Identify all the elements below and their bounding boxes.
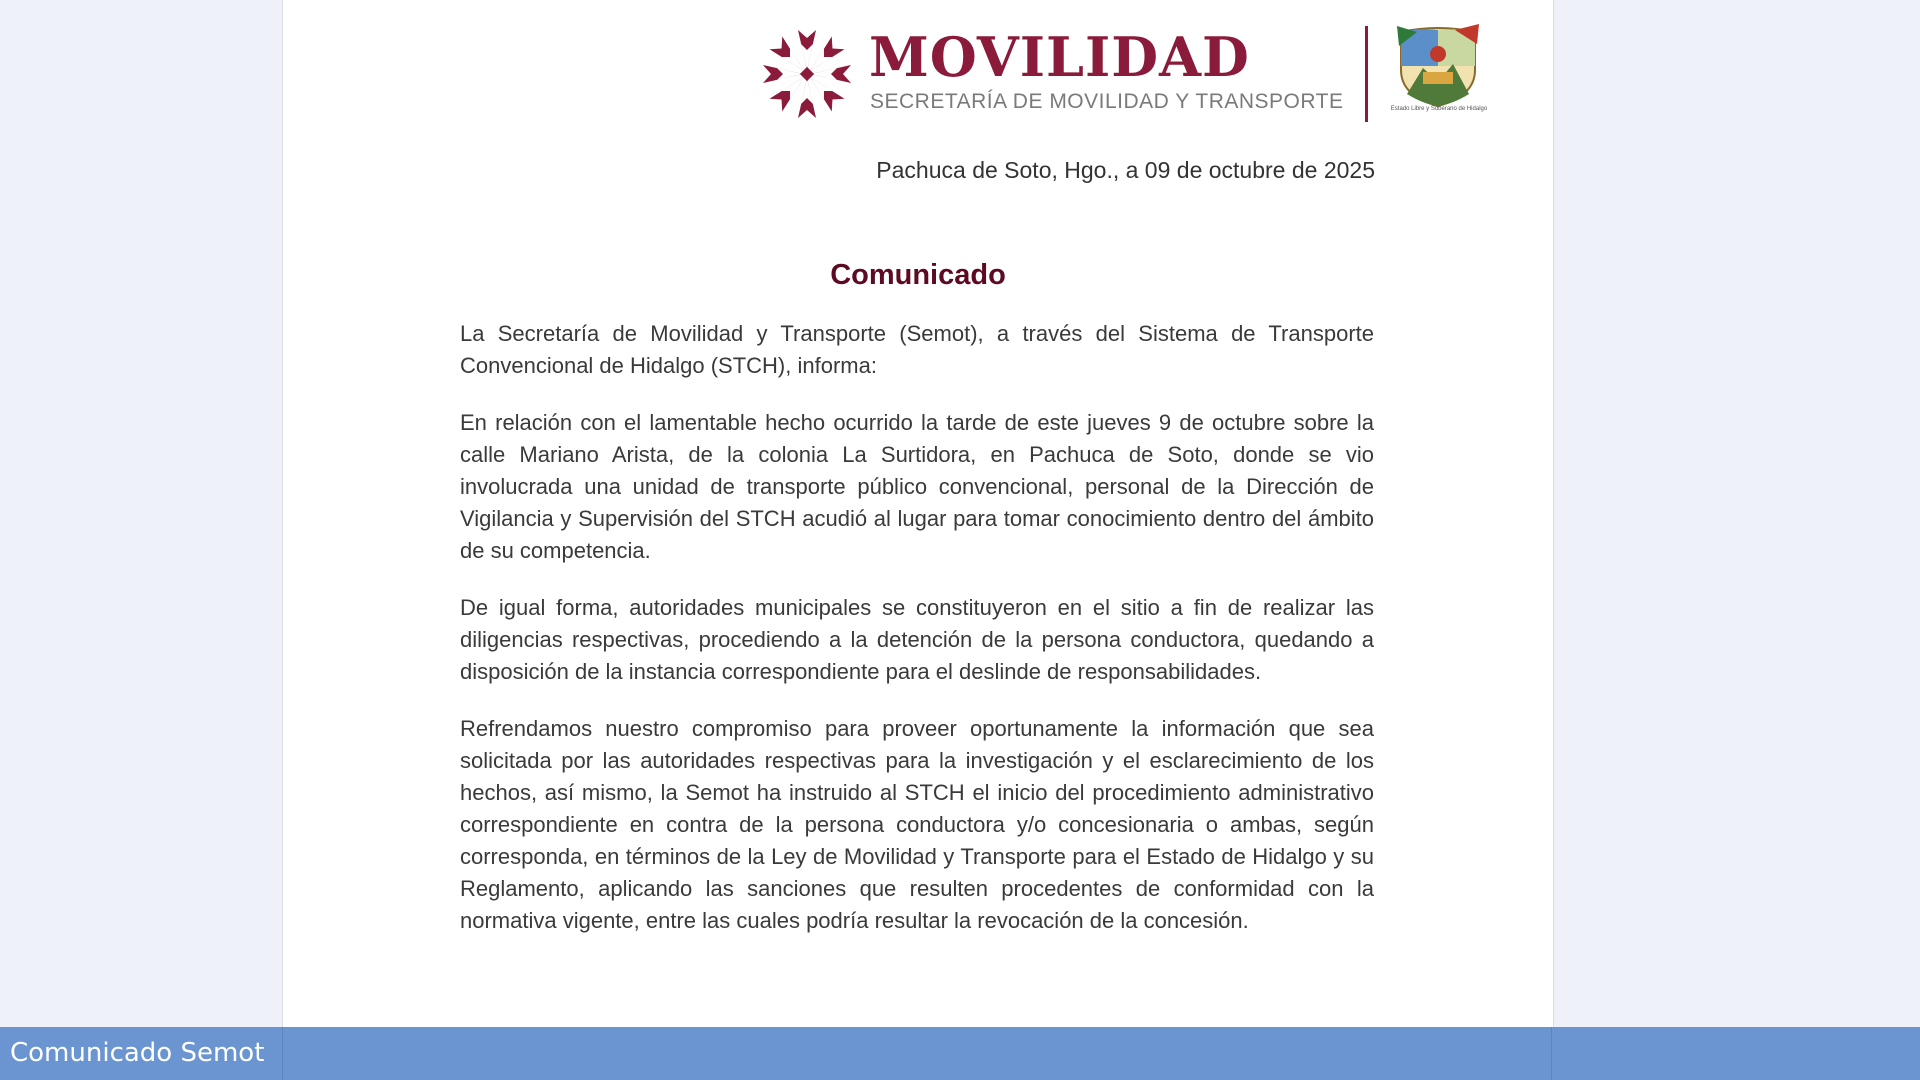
paragraph: La Secretaría de Movilidad y Transporte (Semot), a través del Sistema de Transporte Convencional de Hidalgo (STCH), informa: [460, 321, 1374, 378]
document-title: Comunicado [830, 259, 1006, 291]
caption-text: Comunicado Semot [10, 1038, 265, 1068]
caption-divider [282, 1027, 1552, 1080]
header-divider [1365, 26, 1368, 122]
seal-caption: Estado Libre y Soberano de Hidalgo [1390, 106, 1488, 112]
document-page [282, 0, 1554, 1027]
paragraph: Refrendamos nuestro compromiso para proveer oportunamente la información que sea solicitada por las autoridades respectivas para la investigación y el esclarecimiento de los hechos, así mismo, la Semot ha instruido al STCH el inicio del procedimiento administrativo correspondiente en contra de la persona conductora y/o concesionaria o ambas, según corresponda, en términos de la Ley de Movilidad y Transporte para el Estado de Hidalgo y su Reglamento, aplicando las sanciones que resulten procedentes de conformidad con la normativa vigente, entre las cuales podría resultar la revocación de la concesión. [460, 716, 1374, 933]
document-body [460, 318, 1374, 962]
caption-bar [0, 1027, 1920, 1080]
paragraph: En relación con el lamentable hecho ocurrido la tarde de este jueves 9 de octubre sobre la calle Mariano Arista, de la colonia La Surtidora, en Pachuca de Soto, donde se vio involucrada una unidad de transporte público convencional, personal de la Dirección de Vigilancia y Supervisión del STCH acudió al lugar para tomar conocimiento dentro del ámbito de su competencia. [460, 410, 1374, 563]
star-logo-icon [757, 24, 857, 124]
brand-title: MOVILIDAD [869, 25, 1250, 89]
date-line: Pachuca de Soto, Hgo., a 09 de octubre de 2025 [876, 157, 1375, 183]
paragraph: De igual forma, autoridades municipales se constituyeron en el sitio a fin de realizar las diligencias respectivas, procediendo a la detención de la persona conductora, quedando a disposición de la instancia correspondiente para el deslinde de responsabilidades. [460, 595, 1374, 684]
brand-subtitle: SECRETARÍA DE MOVILIDAD Y TRANSPORTE [870, 90, 1344, 113]
